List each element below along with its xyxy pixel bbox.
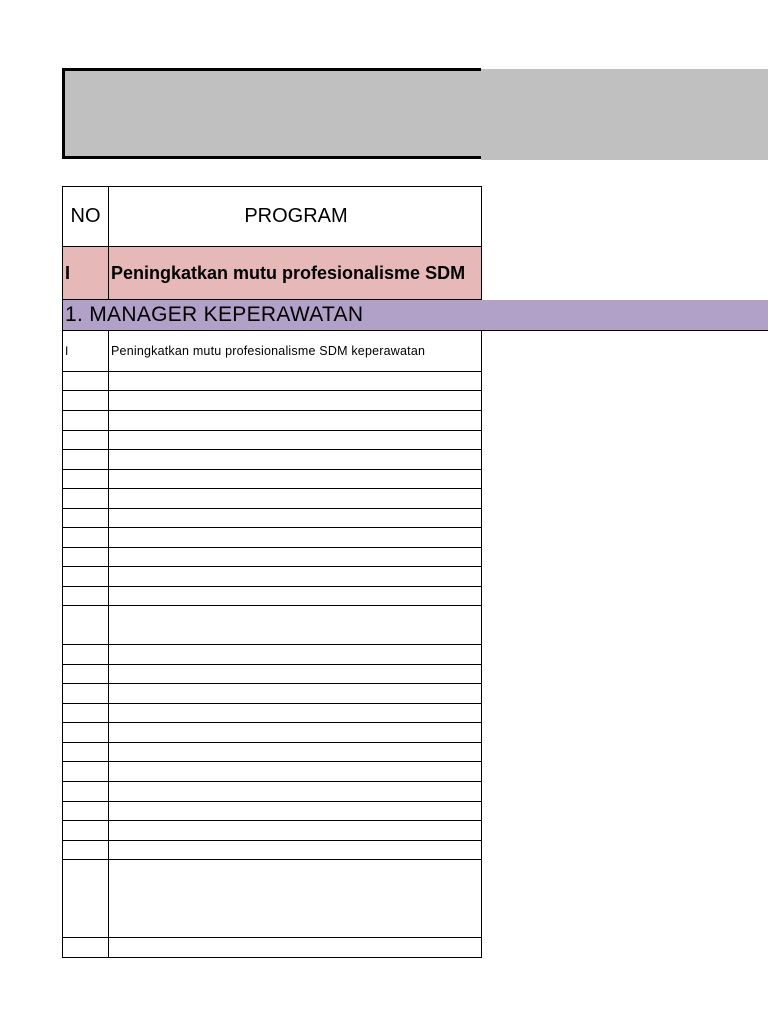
row-no-cell <box>62 509 109 527</box>
table-row <box>62 391 482 411</box>
title-box <box>62 68 481 159</box>
table-row <box>62 450 482 470</box>
row-no-cell <box>62 567 109 586</box>
row-program-cell <box>109 704 482 722</box>
row-no-cell <box>62 743 109 761</box>
row-no-cell <box>62 665 109 683</box>
table-row <box>62 411 482 431</box>
row-no-cell <box>62 782 109 801</box>
row-program-cell <box>109 372 482 390</box>
group-row <box>62 247 482 300</box>
row-no-cell <box>62 587 109 605</box>
row-program-cell <box>109 762 482 781</box>
table-row <box>62 841 482 860</box>
table-row <box>62 548 482 567</box>
sub-row <box>62 331 482 372</box>
row-program-cell <box>109 802 482 820</box>
row-program-cell <box>109 782 482 801</box>
empty-rows <box>62 372 482 958</box>
row-program-cell <box>109 548 482 566</box>
table-row <box>62 802 482 821</box>
table-header-row <box>62 187 482 247</box>
row-program-cell <box>109 411 482 430</box>
row-no-cell <box>62 450 109 469</box>
table-row <box>62 665 482 684</box>
sub-program: Peningkatkan mutu profesionalisme SDM keperawatan <box>109 331 482 371</box>
table-row <box>62 704 482 723</box>
group-program: Peningkatkan mutu profesionalisme SDM <box>109 247 482 299</box>
row-program-cell <box>109 606 482 644</box>
row-program-cell <box>109 567 482 586</box>
row-program-cell <box>109 489 482 508</box>
header-no: NO <box>62 187 109 246</box>
row-no-cell <box>62 821 109 840</box>
row-no-cell <box>62 391 109 410</box>
table-row <box>62 431 482 450</box>
header-program: PROGRAM <box>109 187 482 246</box>
table-row <box>62 938 482 958</box>
row-no-cell <box>62 372 109 390</box>
table-row <box>62 509 482 528</box>
table-row <box>62 606 482 645</box>
row-program-cell <box>109 684 482 703</box>
row-program-cell <box>109 841 482 859</box>
table-row <box>62 821 482 841</box>
program-table <box>62 186 482 958</box>
row-no-cell <box>62 528 109 547</box>
table-row <box>62 684 482 704</box>
row-no-cell <box>62 704 109 722</box>
row-program-cell <box>109 723 482 742</box>
row-program-cell <box>109 665 482 683</box>
table-row <box>62 782 482 802</box>
row-no-cell <box>62 645 109 664</box>
row-program-cell <box>109 450 482 469</box>
row-program-cell <box>109 431 482 449</box>
row-no-cell <box>62 723 109 742</box>
row-no-cell <box>62 938 109 957</box>
row-program-cell <box>109 645 482 664</box>
row-no-cell <box>62 606 109 644</box>
table-row <box>62 489 482 509</box>
table-row <box>62 372 482 391</box>
row-no-cell <box>62 489 109 508</box>
row-program-cell <box>109 743 482 761</box>
row-program-cell <box>109 821 482 840</box>
row-no-cell <box>62 548 109 566</box>
table-row <box>62 470 482 489</box>
row-no-cell <box>62 860 109 937</box>
row-no-cell <box>62 684 109 703</box>
row-no-cell <box>62 802 109 820</box>
sub-no: I <box>62 331 109 371</box>
table-row <box>62 528 482 548</box>
table-row <box>62 723 482 743</box>
row-no-cell <box>62 762 109 781</box>
row-program-cell <box>109 938 482 957</box>
row-no-cell <box>62 470 109 488</box>
row-program-cell <box>109 391 482 410</box>
section-title: 1. MANAGER KEPERAWATAN <box>62 300 768 331</box>
table-row <box>62 567 482 587</box>
table-row <box>62 860 482 938</box>
row-program-cell <box>109 470 482 488</box>
row-program-cell <box>109 509 482 527</box>
row-program-cell <box>109 587 482 605</box>
group-no: I <box>62 247 109 299</box>
title-box-extension <box>481 69 768 160</box>
table-row <box>62 743 482 762</box>
row-no-cell <box>62 411 109 430</box>
row-no-cell <box>62 431 109 449</box>
table-row <box>62 762 482 782</box>
row-program-cell <box>109 860 482 937</box>
row-no-cell <box>62 841 109 859</box>
table-row <box>62 645 482 665</box>
row-program-cell <box>109 528 482 547</box>
table-row <box>62 587 482 606</box>
